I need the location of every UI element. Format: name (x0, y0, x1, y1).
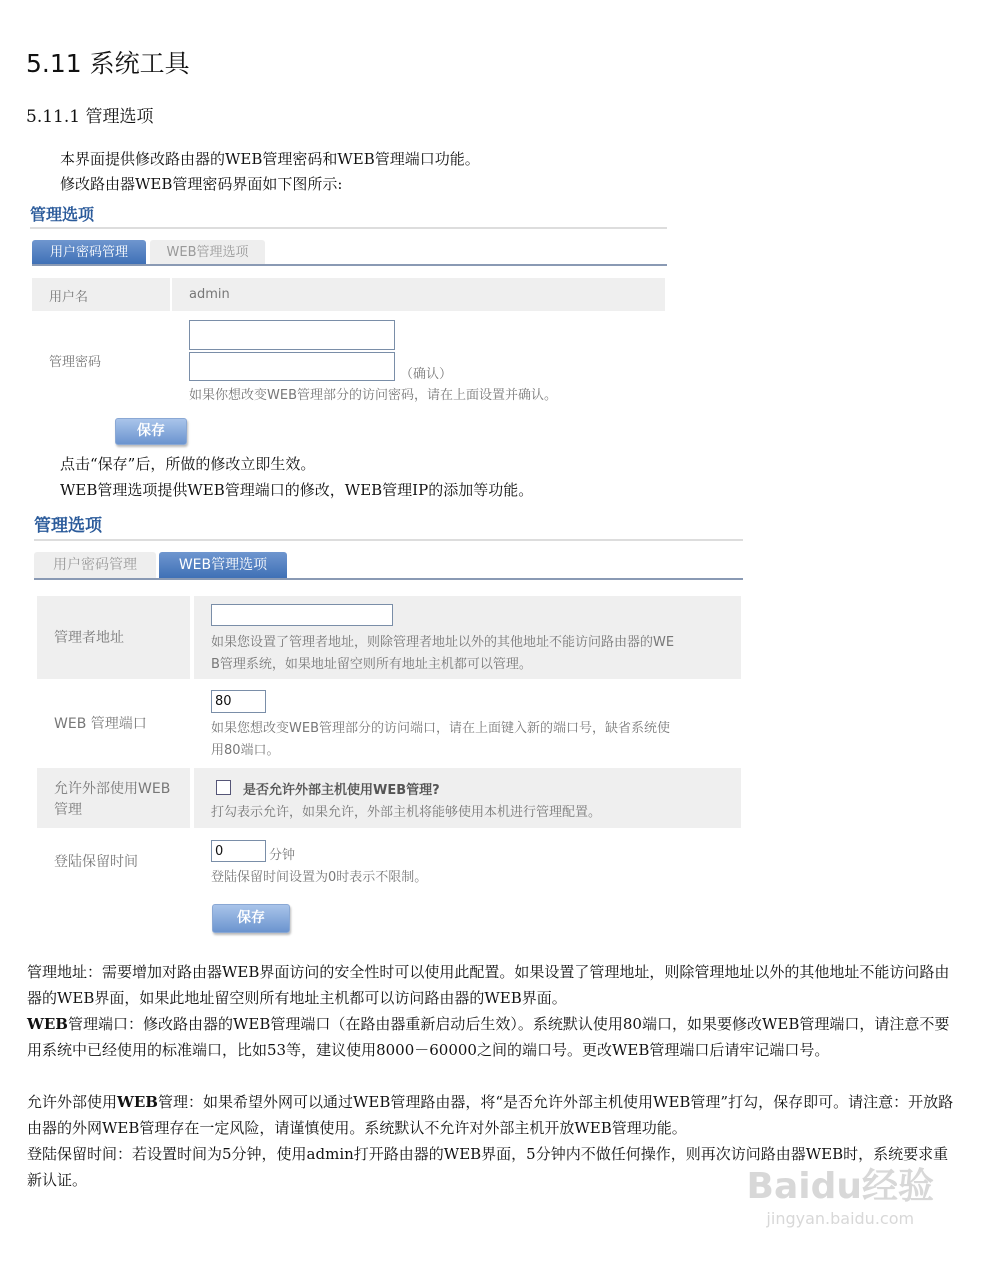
body-paragraph: 管理地址：需要增加对路由器WEB界面访问的安全性时可以使用此配置。如果设置了管理地址，则除管理地址以外的其他地址不能访问路由器的WEB界面，如果此地址留空则所有地址主机都可以访问路由器的WEB界面。 (27, 963, 950, 1007)
admin-address-input[interactable] (211, 604, 393, 626)
body-paragraph (27, 1011, 962, 1063)
tab-underline (32, 264, 667, 266)
admin-address-hint: 如果您设置了管理者地址，则除管理者地址以外的其他地址不能访问路由器的WE (211, 635, 675, 650)
baidu-watermark (747, 1158, 934, 1228)
save-button[interactable]: 保存 (212, 904, 290, 933)
paragraph-text: 管理：如果希望外网可以通过WEB管理路由器，将“是否允许外部主机使用WEB管理”打勾，保存即可。请注意：开放路由器的外网WEB管理存在一定风险，请谨慎使用。系统默认不允许对外部主机开放WEB管理功能。 (27, 1093, 954, 1137)
tab-user-password[interactable]: 用户密码管理 (32, 240, 146, 265)
watermark-logo: Baidu经验 (746, 1166, 934, 1207)
admin-address-label: 管理者地址 (54, 630, 124, 646)
admin-address-hint: B管理系统，如果地址留空则所有地址主机都可以管理。 (211, 657, 532, 672)
session-timeout-hint: 登陆保留时间设置为0时表示不限制。 (211, 870, 428, 885)
body-paragraph (27, 1089, 962, 1141)
tab-web-options[interactable]: WEB管理选项 (150, 240, 265, 265)
panel-heading: 管理选项 (34, 516, 102, 536)
tab-underline (34, 578, 743, 580)
web-port-label: WEB 管理端口 (54, 716, 147, 732)
username-label: 用户名 (49, 290, 89, 305)
session-timeout-label: 登陆保留时间 (54, 854, 138, 870)
remote-mgmt-checkbox-label: 是否允许外部主机使用WEB管理? (243, 783, 440, 798)
web-port-hint: 如果您想改变WEB管理部分的访问端口，请在上面键入新的端口号，缺省系统使 (211, 721, 670, 736)
intro-line: 本界面提供修改路由器的WEB管理密码和WEB管理端口功能。 (60, 150, 480, 168)
paragraph-text: 管理端口：修改路由器的WEB管理端口（在路由器重新启动后生效）。系统默认使用80端口，如果要修改WEB管理端口，请注意不要用系统中已经使用的标准端口，比如53等，建议使用8000－60000之间的端口号。更改WEB管理端口后请牢记端口号。 (27, 1015, 950, 1059)
remote-mgmt-hint: 打勾表示允许，如果允许，外部主机将能够使用本机进行管理配置。 (211, 805, 602, 820)
web-port-input[interactable] (211, 690, 266, 713)
bold-term: WEB (117, 1093, 158, 1111)
bold-term: WEB (27, 1015, 68, 1033)
intro-line: 修改路由器WEB管理密码界面如下图所示: (60, 175, 343, 193)
paragraph-text: 允许外部使用 (27, 1093, 118, 1111)
password-hint: 如果你想改变WEB管理部分的访问密码，请在上面设置并确认。 (189, 388, 557, 403)
password-confirm-input[interactable] (189, 352, 395, 381)
middle-line: 点击“保存”后，所做的修改立即生效。 (60, 455, 316, 473)
remote-mgmt-label: 允许外部使用WEB (54, 781, 171, 797)
minutes-unit: 分钟 (269, 848, 296, 863)
middle-line: WEB管理选项提供WEB管理端口的修改，WEB管理IP的添加等功能。 (60, 481, 534, 499)
confirm-label: （确认） (400, 367, 453, 382)
password-label: 管理密码 (49, 355, 102, 370)
session-timeout-input[interactable] (211, 840, 266, 862)
subsection-title: 5.11.1 管理选项 (26, 107, 154, 127)
section-title: 5.11 系统工具 (26, 49, 190, 78)
remote-mgmt-label: 管理 (54, 802, 82, 818)
body-paragraph: 登陆保留时间：若设置时间为5分钟，使用admin打开路由器的WEB界面，5分钟内不做任何操作，则再次访问路由器WEB时，系统要求重新认证。 (27, 1145, 949, 1189)
watermark-url: jingyan.baidu.com (766, 1209, 915, 1228)
tab-web-options[interactable]: WEB管理选项 (159, 552, 287, 579)
panel-heading: 管理选项 (30, 205, 95, 224)
web-port-hint: 用80端口。 (211, 743, 280, 758)
username-value: admin (189, 287, 230, 302)
password-input[interactable] (189, 320, 395, 350)
tab-user-password[interactable]: 用户密码管理 (34, 552, 156, 579)
save-button[interactable]: 保存 (115, 418, 187, 445)
remote-mgmt-checkbox[interactable] (216, 780, 231, 795)
divider (34, 539, 743, 541)
divider (30, 227, 667, 229)
